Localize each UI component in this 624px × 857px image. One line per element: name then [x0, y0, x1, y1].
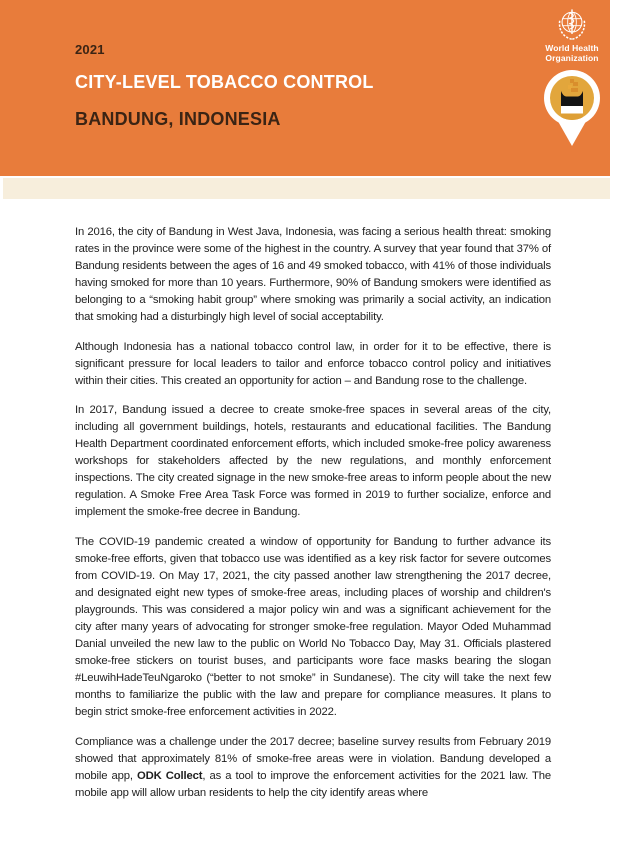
who-logo-block — [534, 8, 610, 154]
who-logo-text-line1: World Health — [545, 43, 599, 53]
report-subtitle: BANDUNG, INDONESIA — [75, 109, 281, 129]
paragraph-4: The COVID-19 pandemic created a window of opportunity for Bandung to further advance its smoke-free efforts, given that tobacco use was identified as a key risk factor for severe outcomes from COVID-19. On May 17, 2021, the city passed another law strengthening the 2017 decree, and designated eight new types of smoke-free areas, including places of worship and children's playgrounds. This was considered a major policy win and was a significant achievement for the city after many years of advocating for stronger smoke-free regulation. Mayor Oded Muhammad Danial unveiled the new law to the public on World No Tobacco Day, May 31. Officials plastered smoke-free stickers on tourist buses, and participants wore face masks bearing the slogan #LeuwihHadeTeuNgaroko (“better to not smoke” in Sundanese). The city will take the next few months to familiarize the public with the law and prepare for compliance measures. It plans to begin strict smoke-free enforcement activities in 2022. — [75, 535, 551, 719]
app-name-bold: ODK Collect — [137, 769, 203, 782]
paragraph-5-text-cont: , as a tool to improve the enforcement activities for the 2021 law. The mobile app will allow urban residents to help the city identify areas where — [75, 769, 551, 799]
divider-band — [3, 178, 610, 199]
report-year: 2021 — [75, 42, 105, 57]
paragraph-1: In 2016, the city of Bandung in West Java, Indonesia, was facing a serious health threat: smoking rates in the province were some of the highest in the country. A survey that year found that 37% of Bandung residents between the ages of 16 and 49 smoked tobacco, with 41% of those individuals having smoked for more than 10 years. Furthermore, 90% of Bandung smokers were identified as belonging to a “smoking habit group” where smoking was primarily a social activity, an indication that smoking had a disturbingly high level of social acceptability. — [75, 226, 551, 324]
report-header — [0, 0, 610, 176]
who-logo-text — [534, 44, 610, 63]
pin-inner-circle — [550, 76, 594, 120]
location-pin-icon — [543, 70, 601, 154]
paragraph-5-text: Compliance was a challenge under the 2017 decree; baseline survey results from February 2019 showed that approximately 81% of smoke-free areas were in violation. Bandung developed a mobile app, — [75, 735, 551, 782]
report-body — [75, 224, 551, 814]
who-logo-text-line2: Organization — [545, 52, 599, 63]
cigarette-pack-icon — [557, 79, 587, 120]
report-title: CITY-LEVEL TOBACCO CONTROL — [75, 72, 374, 92]
who-emblem-icon — [555, 8, 589, 42]
paragraph-5 — [75, 734, 551, 802]
paragraph-2: Although Indonesia has a national tobacco control law, in order for it to be effective, there is significant pressure for local leaders to tailor and enforce tobacco control policy and initiatives within their cities. This created an opportunity for action – and Bandung rose to the challenge. — [75, 340, 551, 387]
paragraph-3: In 2017, Bandung issued a decree to create smoke-free spaces in several areas of the city, including all government buildings, hotels, restaurants and educational facilities. The Bandung Health Department coordinated enforcement efforts, which included smoke-free policy awareness workshops for stakeholders affected by the new regulations, and monthly enforcement inspections. The city created signage in the new smoke-free areas to inform people about the new regulation. A Smoke Free Area Task Force was formed in 2019 to further socialize, enforce and implement the smoke-free decree in Bandung. — [75, 403, 551, 519]
